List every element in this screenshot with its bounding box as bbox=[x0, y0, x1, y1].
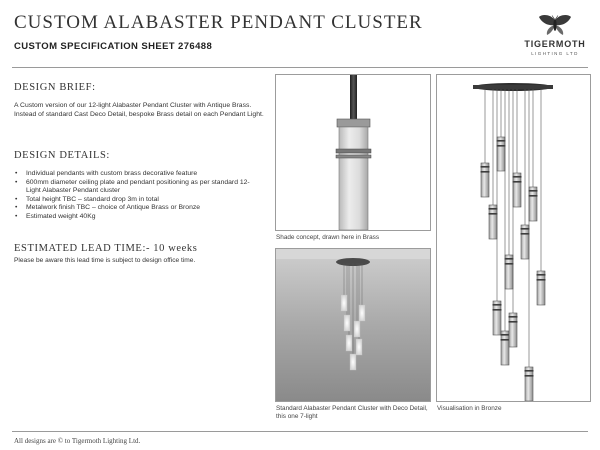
pendant-band bbox=[481, 166, 490, 168]
lead-time-heading: ESTIMATED LEAD TIME:- 10 weeks bbox=[14, 243, 198, 254]
tigermoth-logo bbox=[520, 14, 590, 62]
copyright-footer: All designs are © to Tigermoth Lighting Ltd. bbox=[14, 437, 141, 445]
cluster-photo bbox=[276, 249, 430, 401]
pendant-band bbox=[521, 233, 530, 235]
standard-cluster-caption: Standard Alabaster Pendant Cluster with Deco Detail, this one 7-light bbox=[276, 405, 428, 420]
pendant-band bbox=[489, 208, 498, 210]
list-item: • Individual pendants with custom brass decorative feature bbox=[14, 170, 264, 179]
pendant-band bbox=[481, 171, 490, 173]
pendant-band bbox=[509, 321, 518, 323]
pendant-band bbox=[493, 304, 502, 306]
pendant-shade bbox=[513, 173, 521, 207]
page-subtitle: CUSTOM SPECIFICATION SHEET 276488 bbox=[14, 41, 213, 52]
pendant-band bbox=[505, 263, 514, 265]
logo-name: TIGERMOTH bbox=[524, 39, 586, 49]
pendant-shade bbox=[481, 163, 489, 197]
pendant-band bbox=[501, 339, 510, 341]
pendant-band bbox=[489, 213, 498, 215]
pendant-band bbox=[501, 334, 510, 336]
design-details-heading: DESIGN DETAILS: bbox=[14, 150, 110, 161]
footer-divider bbox=[12, 431, 588, 432]
list-item: • 600mm diameter ceiling plate and pendant positioning as per standard 12-Light Alabaster Pendant cluster bbox=[14, 179, 264, 196]
bronze-cluster-drawing bbox=[437, 75, 590, 401]
pendant-shade bbox=[537, 271, 545, 305]
pendant-band bbox=[529, 195, 538, 197]
page-title: CUSTOM ALABASTER PENDANT CLUSTER bbox=[14, 12, 423, 33]
list-item: • Total height TBC – standard drop 3m in total bbox=[14, 196, 264, 205]
list-item: • Estimated weight 40Kg bbox=[14, 213, 264, 222]
pendant-band bbox=[497, 140, 506, 142]
pendant-band bbox=[525, 375, 534, 377]
design-brief-text: A Custom version of our 12-light Alabaster Pendant Cluster with Antique Brass. Instead of standard Cast Deco Detail, bespoke Brass detail on each Pendant Light. bbox=[14, 102, 264, 118]
pendant-shade bbox=[493, 301, 501, 335]
pendant-band bbox=[521, 228, 530, 230]
pendant-band bbox=[513, 176, 522, 178]
logo-tagline: LIGHTING LTD bbox=[531, 51, 579, 56]
pendant-band bbox=[525, 370, 534, 372]
shade-concept-image bbox=[275, 74, 431, 231]
header-divider bbox=[12, 67, 588, 68]
pendant-band bbox=[497, 145, 506, 147]
pendant-band bbox=[537, 279, 546, 281]
pendant-band bbox=[509, 316, 518, 318]
design-details-list bbox=[14, 170, 264, 222]
shade-drawing bbox=[276, 75, 430, 230]
bronze-visualisation-image bbox=[436, 74, 591, 402]
moth-icon bbox=[538, 14, 572, 36]
bronze-caption: Visualisation in Bronze bbox=[437, 405, 502, 412]
standard-cluster-photo bbox=[275, 248, 431, 402]
lead-time-note: Please be aware this lead time is subject to design office time. bbox=[14, 257, 196, 264]
pendant-shade bbox=[529, 187, 537, 221]
pendant-band bbox=[529, 190, 538, 192]
pendant-shade bbox=[497, 137, 505, 171]
pendant-band bbox=[513, 181, 522, 183]
pendant-shade bbox=[505, 255, 513, 289]
pendant-band bbox=[537, 274, 546, 276]
pendant-shade bbox=[521, 225, 529, 259]
list-item: • Metalwork finish TBC – choice of Antique Brass or Bronze bbox=[14, 204, 264, 213]
shade-caption: Shade concept, drawn here in Brass bbox=[276, 234, 380, 241]
pendant-shade bbox=[525, 367, 533, 401]
pendant-shade bbox=[501, 331, 509, 365]
design-brief-heading: DESIGN BRIEF: bbox=[14, 82, 96, 93]
pendant-band bbox=[493, 309, 502, 311]
pendant-shade bbox=[489, 205, 497, 239]
pendant-shade bbox=[509, 313, 517, 347]
pendant-band bbox=[505, 258, 514, 260]
